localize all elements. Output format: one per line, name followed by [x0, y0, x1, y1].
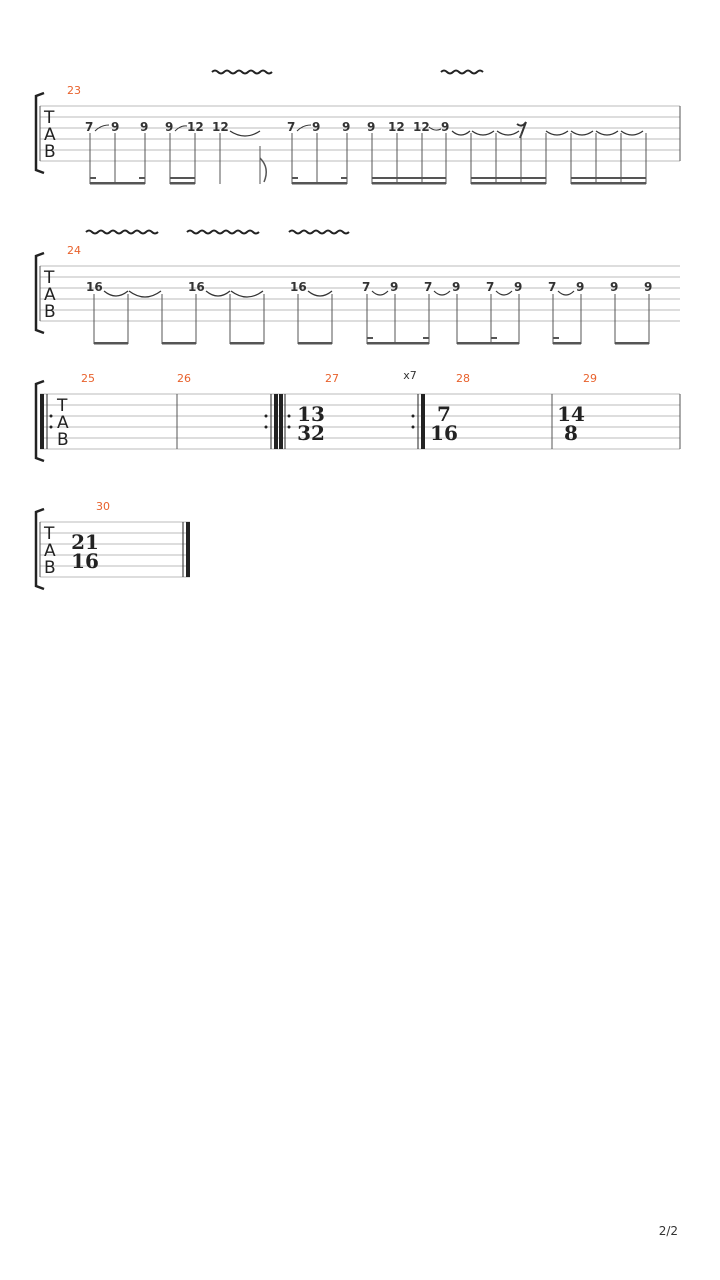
- fret-number: 9: [165, 120, 174, 134]
- fret-number: 9: [111, 120, 120, 134]
- tab-clef-b: B: [57, 430, 69, 450]
- fret-number: 7: [362, 280, 371, 294]
- tab-clef-a: A: [44, 541, 56, 561]
- measure-number: 25: [81, 372, 95, 385]
- fret-number: 7: [548, 280, 557, 294]
- fret-number: 9: [312, 120, 321, 134]
- tab-clef-b: B: [44, 302, 56, 322]
- measure-number: 23: [67, 84, 81, 97]
- vibrato-mark: [86, 231, 158, 234]
- time-signature-bottom: 8: [564, 421, 578, 445]
- system-3: [36, 369, 680, 461]
- note-stems: [90, 133, 646, 184]
- system-4: [36, 500, 190, 589]
- tab-clef-b: B: [44, 142, 56, 162]
- repeat-start-thick-bar: [279, 394, 283, 449]
- note-stems: [94, 294, 649, 344]
- fret-number: 16: [86, 280, 103, 294]
- note-beams: [90, 177, 646, 185]
- tab-clef-a: A: [44, 125, 56, 145]
- tab-clef-t: T: [44, 524, 55, 544]
- vibrato-mark: [441, 71, 483, 74]
- tab-clef-a: A: [44, 285, 56, 305]
- fret-number: 7: [486, 280, 495, 294]
- repeat-count: x7: [403, 369, 417, 382]
- repeat-end-thick-bar: [274, 394, 278, 449]
- tab-clef-b: B: [44, 558, 56, 578]
- repeat-dot: [412, 415, 415, 418]
- time-signature-bottom: 32: [297, 421, 325, 445]
- measure-number: 29: [583, 372, 597, 385]
- fret-number: 9: [342, 120, 351, 134]
- fret-number: 9: [576, 280, 585, 294]
- fret-number: 9: [644, 280, 653, 294]
- tab-clef-t: T: [44, 108, 55, 128]
- time-signature-top: 7: [437, 402, 451, 426]
- time-signature-top: 13: [297, 402, 325, 426]
- fret-number: 9: [441, 120, 450, 134]
- fret-number: 9: [390, 280, 399, 294]
- fret-number: 16: [290, 280, 307, 294]
- repeat-dot: [50, 426, 53, 429]
- fret-number: 9: [367, 120, 376, 134]
- fret-number: 7: [424, 280, 433, 294]
- vibrato-mark: [212, 71, 272, 74]
- fret-number: 9: [452, 280, 461, 294]
- fret-number: 9: [610, 280, 619, 294]
- fret-number: 9: [140, 120, 149, 134]
- time-signature-bottom: 16: [430, 421, 458, 445]
- measure-number: 24: [67, 244, 81, 257]
- fret-number: 7: [287, 120, 296, 134]
- fret-number: 12: [388, 120, 405, 134]
- fret-number: 16: [188, 280, 205, 294]
- time-signature-bottom: 16: [71, 549, 99, 573]
- measure-number: 26: [177, 372, 191, 385]
- fret-number: 9: [514, 280, 523, 294]
- page-number: 2/2: [658, 1224, 678, 1238]
- fret-number: 12: [187, 120, 204, 134]
- system-2: [36, 231, 680, 345]
- measure-number: 30: [96, 500, 110, 513]
- fret-number: 12: [413, 120, 430, 134]
- measure-number: 28: [456, 372, 470, 385]
- repeat-end-thick-bar: [421, 394, 425, 449]
- final-thick-bar: [186, 522, 190, 577]
- repeat-dot: [412, 426, 415, 429]
- tab-clef-t: T: [44, 268, 55, 288]
- vibrato-mark: [289, 231, 349, 234]
- tie-marks: [104, 291, 574, 297]
- measure-number: 27: [325, 372, 339, 385]
- staff-lines: [40, 106, 680, 161]
- staff-lines: [40, 522, 190, 577]
- note-beams: [94, 337, 649, 345]
- repeat-dot: [265, 415, 268, 418]
- fret-number: 7: [85, 120, 94, 134]
- note-flag: [260, 158, 266, 182]
- repeat-dot: [288, 426, 291, 429]
- fret-number: 12: [212, 120, 229, 134]
- system-1: [36, 71, 680, 185]
- tab-clef-a: A: [57, 413, 69, 433]
- repeat-dot: [50, 415, 53, 418]
- time-signature-top: 14: [557, 402, 585, 426]
- repeat-dot: [265, 426, 268, 429]
- tab-clef-t: T: [57, 396, 68, 416]
- vibrato-mark: [187, 231, 259, 234]
- repeat-start-thick-bar: [40, 394, 44, 449]
- repeat-dot: [288, 415, 291, 418]
- time-signature-top: 21: [71, 530, 99, 554]
